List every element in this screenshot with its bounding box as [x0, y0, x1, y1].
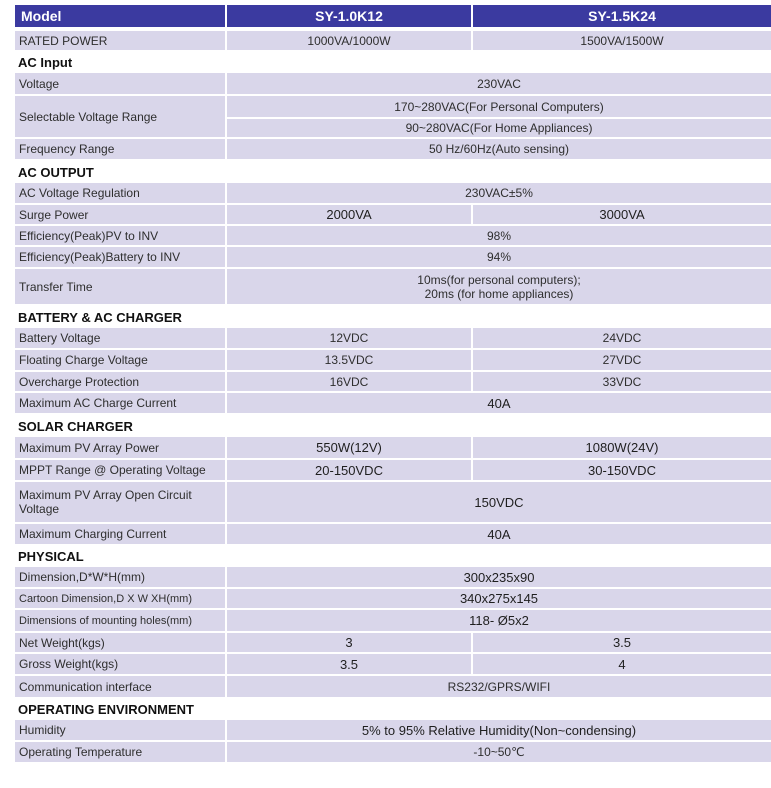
- cell-value: 3.5: [227, 654, 473, 676]
- row-label: Overcharge Protection: [15, 372, 227, 393]
- cell-value: [227, 96, 771, 139]
- cell-value: 300x235x90: [227, 567, 771, 589]
- table-row: [15, 742, 771, 764]
- cell-value: 230VAC: [227, 73, 771, 96]
- row-label: MPPT Range @ Operating Voltage: [15, 460, 227, 482]
- row-label: Frequency Range: [15, 139, 227, 161]
- row-label: Selectable Voltage Range: [15, 96, 227, 139]
- row-label: Cartoon Dimension,D X W XH(mm): [15, 589, 227, 610]
- cell-value: 50 Hz/60Hz(Auto sensing): [227, 139, 771, 161]
- cell-value: 118- Ø5x2: [227, 610, 771, 633]
- row-label: Maximum Charging Current: [15, 524, 227, 546]
- table-row: [15, 524, 771, 546]
- table-row: [15, 437, 771, 460]
- table-row: [15, 676, 771, 699]
- cell-value: 340x275x145: [227, 589, 771, 610]
- cell-value: 3: [227, 633, 473, 654]
- row-label: Communication interface: [15, 676, 227, 699]
- cell-value: -10~50℃: [227, 742, 771, 764]
- table-row: [15, 247, 771, 269]
- cell-value: 550W(12V): [227, 437, 473, 460]
- open-circuit-label-2: Voltage: [19, 502, 60, 516]
- row-label: Battery Voltage: [15, 328, 227, 350]
- row-label: Humidity: [15, 720, 227, 742]
- cell-value: [227, 269, 771, 306]
- header-model-1: SY-1.0K12: [227, 5, 473, 29]
- table-row: [15, 460, 771, 482]
- section-title-solar: SOLAR CHARGER: [18, 419, 133, 434]
- table-row: [15, 720, 771, 742]
- cell-value: 27VDC: [473, 350, 771, 372]
- table-row: [15, 73, 771, 96]
- cell-value: 94%: [227, 247, 771, 269]
- cell-value: 1080W(24V): [473, 437, 771, 460]
- cell-value: 230VAC±5%: [227, 183, 771, 205]
- section-title-ac-output: AC OUTPUT: [18, 165, 94, 180]
- header-model-2: SY-1.5K24: [473, 5, 771, 29]
- cell-value: 30-150VDC: [473, 460, 771, 482]
- table-row: [15, 567, 771, 589]
- table-row: [15, 633, 771, 654]
- transfer-line-2: 20ms (for home appliances): [424, 286, 574, 301]
- row-label: Gross Weight(kgs): [15, 654, 227, 676]
- table-row: [15, 269, 771, 306]
- range-pc: 170~280VAC(For Personal Computers): [394, 99, 604, 114]
- row-label: [15, 482, 227, 524]
- cell-value: 5% to 95% Relative Humidity(Non~condensing): [227, 720, 771, 742]
- table-row: [15, 589, 771, 610]
- cell-value: 3.5: [473, 633, 771, 654]
- table-row: [15, 654, 771, 676]
- cell-value: 20-150VDC: [227, 460, 473, 482]
- cell-value: 1500VA/1500W: [473, 31, 771, 52]
- table-header: [15, 5, 771, 29]
- cell-value: 4: [473, 654, 771, 676]
- row-label: Surge Power: [15, 205, 227, 226]
- row-label: AC Voltage Regulation: [15, 183, 227, 205]
- table-row: [15, 139, 771, 161]
- row-label: Dimension,D*W*H(mm): [15, 567, 227, 589]
- row-label: Maximum AC Charge Current: [15, 393, 227, 415]
- section-title-physical: PHYSICAL: [18, 549, 84, 564]
- cell-value: 33VDC: [473, 372, 771, 393]
- cell-value: 13.5VDC: [227, 350, 473, 372]
- header-model: Model: [15, 5, 227, 29]
- cell-value: 1000VA/1000W: [227, 31, 473, 52]
- cell-value: 12VDC: [227, 328, 473, 350]
- section-title-ac-input: AC Input: [18, 55, 73, 70]
- row-label: Maximum PV Array Power: [15, 437, 227, 460]
- table-row: [15, 350, 771, 372]
- cell-value: 24VDC: [473, 328, 771, 350]
- cell-value: 3000VA: [473, 205, 771, 226]
- range-home: 90~280VAC(For Home Appliances): [227, 117, 771, 137]
- table-row: [15, 393, 771, 415]
- table-row: [15, 372, 771, 393]
- cell-value: 98%: [227, 226, 771, 247]
- cell-value: 16VDC: [227, 372, 473, 393]
- section-title-environment: OPERATING ENVIRONMENT: [18, 702, 194, 717]
- cell-value: 2000VA: [227, 205, 473, 226]
- cell-value: 40A: [227, 393, 771, 415]
- table-row: [15, 328, 771, 350]
- row-label: RATED POWER: [15, 31, 227, 52]
- table-row: [15, 482, 771, 524]
- row-label: Efficiency(Peak)PV to INV: [15, 226, 227, 247]
- row-label: Transfer Time: [15, 269, 227, 306]
- section-title-battery: BATTERY & AC CHARGER: [18, 310, 182, 325]
- table-row: [15, 183, 771, 205]
- table-row: [15, 31, 771, 52]
- row-label: Efficiency(Peak)Battery to INV: [15, 247, 227, 269]
- row-label: Operating Temperature: [15, 742, 227, 764]
- row-label: Voltage: [15, 73, 227, 96]
- open-circuit-label-1: Maximum PV Array Open Circuit: [19, 488, 192, 502]
- table-row: [15, 610, 771, 633]
- row-label: Dimensions of mounting holes(mm): [15, 610, 227, 633]
- row-label: Net Weight(kgs): [15, 633, 227, 654]
- row-label: Floating Charge Voltage: [15, 350, 227, 372]
- table-row: [15, 96, 771, 139]
- cell-value: RS232/GPRS/WIFI: [227, 676, 771, 699]
- transfer-line-1: 10ms(for personal computers);: [417, 272, 581, 287]
- table-row: [15, 226, 771, 247]
- table-row: [15, 205, 771, 226]
- cell-value: 150VDC: [227, 482, 771, 524]
- cell-value: 40A: [227, 524, 771, 546]
